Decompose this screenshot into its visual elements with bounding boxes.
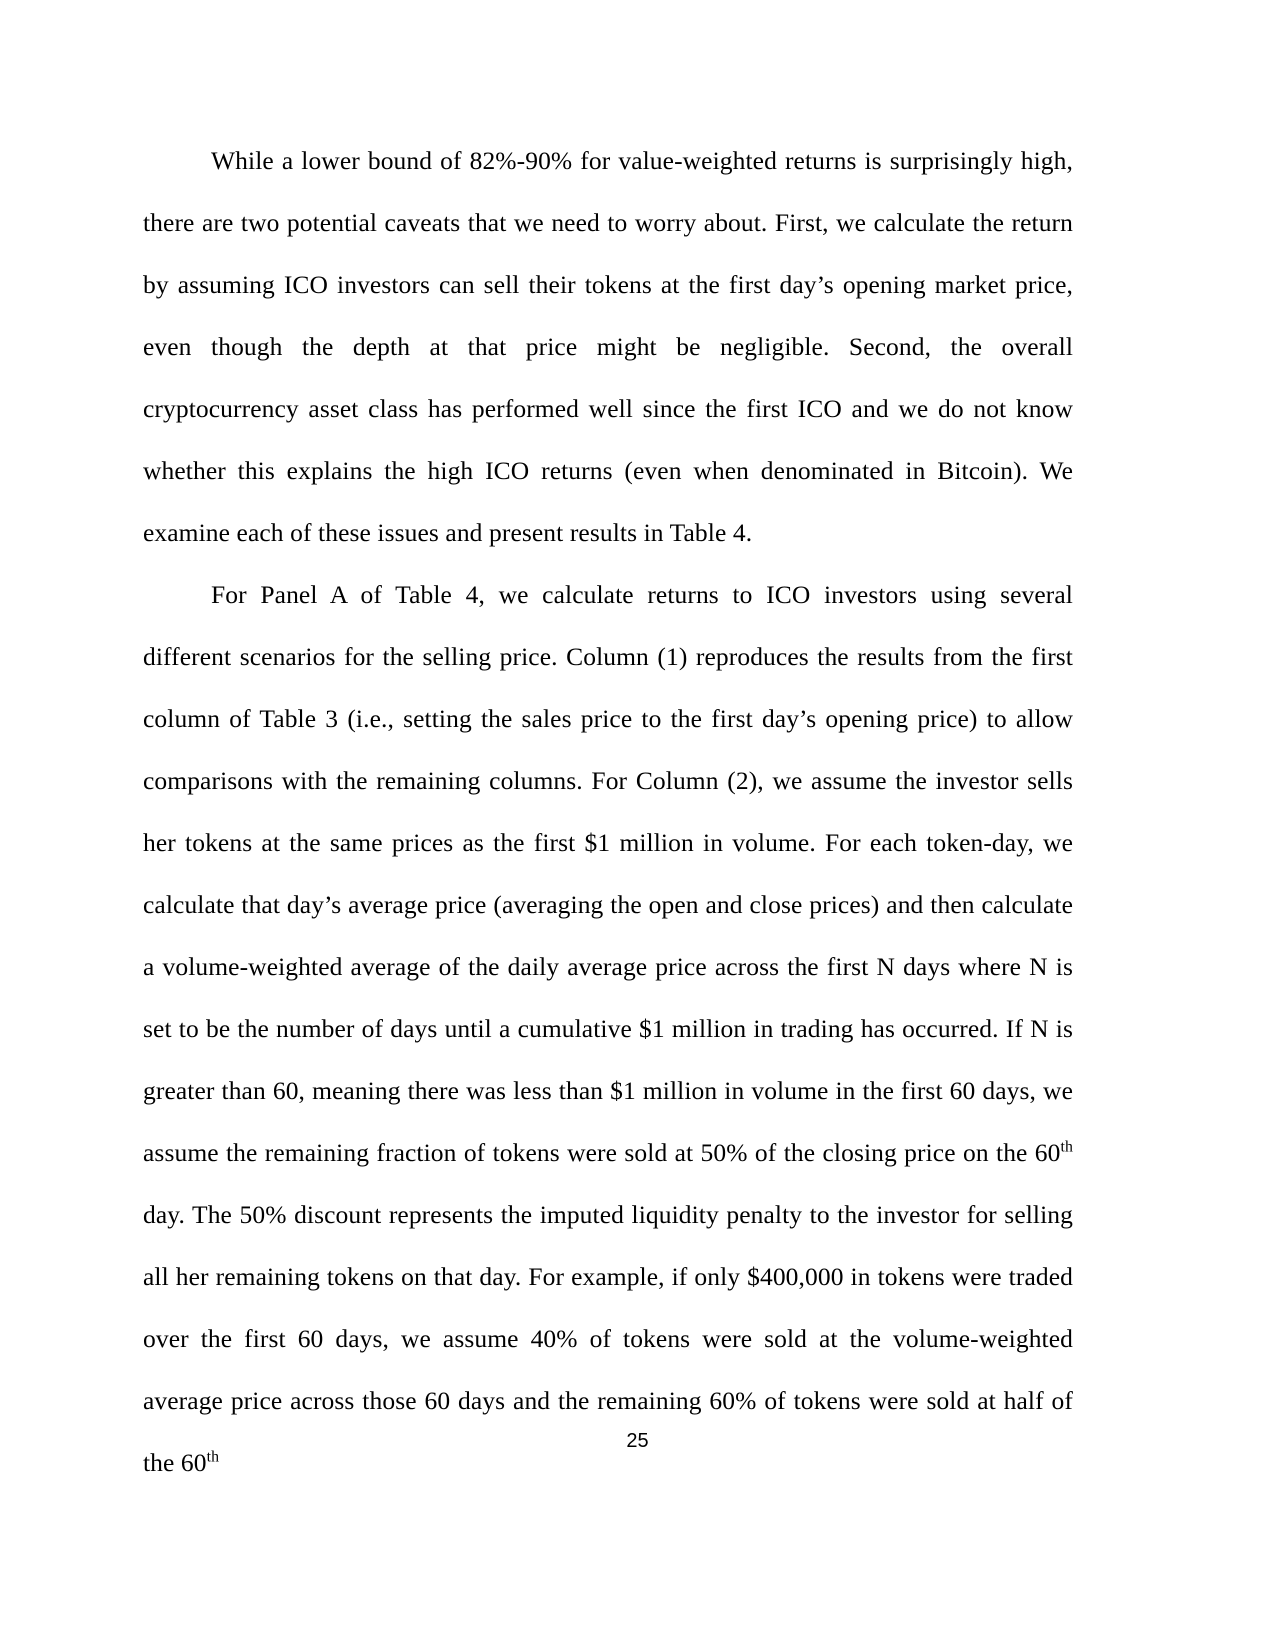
paragraph-2 xyxy=(143,564,1073,1494)
page-body xyxy=(143,130,1073,1494)
page-number: 25 xyxy=(626,1430,649,1452)
ordinal-superscript-1: th xyxy=(1060,1138,1073,1156)
paragraph-2-text-part-2: day. The 50% discount represents the imputed liquidity penalty to the investor for selling all her remaining tokens on that day. For example, if only $400,000 in tokens were traded over the first 60 days, we assume 40% of tokens were sold at the volume-weighted average price across those 60 days and the remaining 60% of tokens were sold at half of the 60 xyxy=(143,1200,1073,1477)
paragraph-2-text-part-1: For Panel A of Table 4, we calculate returns to ICO investors using several different scenarios for the selling price. Column (1) reproduces the results from the first column of Table 3 (i.e., setting the sales price to the first day’s opening price) to allow comparisons with the remaining columns. For Column (2), we assume the investor sells her tokens at the same prices as the first $1 million in volume. For each token-day, we calculate that day’s average price (averaging the open and close prices) and then calculate a volume-weighted average of the daily average price across the first N days where N is set to be the number of days until a cumulative $1 million in trading has occurred. If N is greater than 60, meaning there was less than $1 million in volume in the first 60 days, we assume the remaining fraction of tokens were sold at 50% of the closing price on the 60 xyxy=(143,580,1073,1167)
ordinal-superscript-2: th xyxy=(206,1448,220,1466)
paragraph-1: While a lower bound of 82%-90% for value-weighted returns is surprisingly high, there are two potential caveats that we need to worry about. First, we calculate the return by assuming ICO investors can sell their tokens at the first day’s opening market price, even though the depth at that price might be negligible. Second, the overall cryptocurrency asset class has performed well since the first ICO and we do not know whether this explains the high ICO returns (even when denominated in Bitcoin). We examine each of these issues and present results in Table 4. xyxy=(143,146,1073,547)
